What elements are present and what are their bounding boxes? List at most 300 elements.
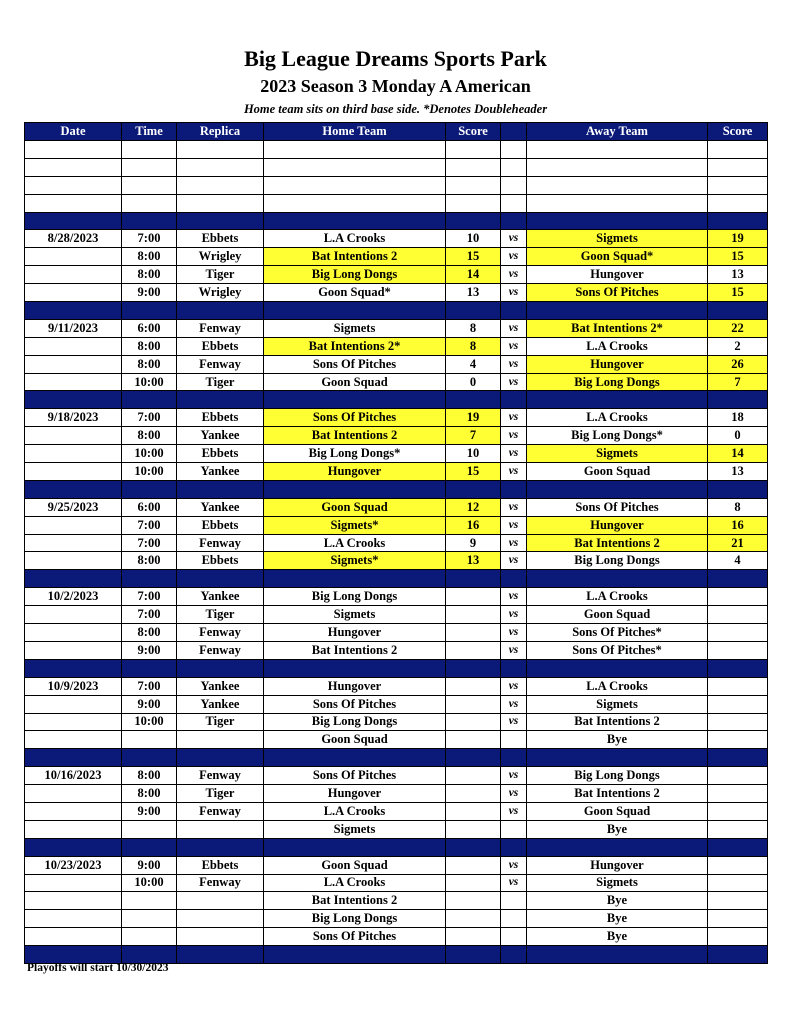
empty-cell — [446, 141, 501, 159]
home-score-cell — [446, 910, 501, 928]
away-score-cell: 13 — [708, 266, 768, 284]
separator-cell — [177, 946, 264, 964]
replica-cell: Yankee — [177, 588, 264, 606]
home-team-cell: Hungover — [264, 785, 446, 803]
away-team-cell: Sons Of Pitches* — [527, 624, 708, 642]
time-cell: 8:00 — [122, 552, 177, 570]
date-cell — [25, 695, 122, 713]
separator-cell — [501, 302, 527, 320]
separator-cell — [446, 570, 501, 588]
week-separator-row — [25, 302, 768, 320]
game-row — [25, 534, 768, 552]
replica-cell: Fenway — [177, 355, 264, 373]
time-cell: 7:00 — [122, 230, 177, 248]
home-score-cell — [446, 641, 501, 659]
time-cell: 8:00 — [122, 427, 177, 445]
replica-cell: Ebbets — [177, 409, 264, 427]
time-cell: 10:00 — [122, 713, 177, 731]
replica-cell: Ebbets — [177, 516, 264, 534]
separator-cell — [177, 749, 264, 767]
date-cell — [25, 892, 122, 910]
game-row — [25, 928, 768, 946]
time-cell: 8:00 — [122, 624, 177, 642]
separator-cell — [446, 749, 501, 767]
separator-cell — [501, 838, 527, 856]
time-cell — [122, 910, 177, 928]
away-score-cell: 14 — [708, 445, 768, 463]
home-team-cell: Goon Squad — [264, 856, 446, 874]
game-row — [25, 337, 768, 355]
home-team-cell: Sons Of Pitches — [264, 767, 446, 785]
away-score-cell — [708, 641, 768, 659]
game-row — [25, 463, 768, 481]
away-score-cell: 2 — [708, 337, 768, 355]
replica-cell — [177, 892, 264, 910]
separator-cell — [25, 838, 122, 856]
date-cell — [25, 713, 122, 731]
separator-cell — [446, 838, 501, 856]
away-score-cell: 16 — [708, 516, 768, 534]
away-team-cell: Goon Squad — [527, 802, 708, 820]
home-team-cell: Bat Intentions 2* — [264, 337, 446, 355]
replica-cell: Fenway — [177, 641, 264, 659]
vs-cell: vs — [501, 409, 527, 427]
separator-cell — [708, 302, 768, 320]
vs-cell: vs — [501, 427, 527, 445]
replica-cell: Ebbets — [177, 856, 264, 874]
replica-cell: Ebbets — [177, 445, 264, 463]
away-team-cell: Sons Of Pitches — [527, 284, 708, 302]
time-cell: 7:00 — [122, 677, 177, 695]
away-team-cell: Big Long Dongs* — [527, 427, 708, 445]
separator-cell — [708, 391, 768, 409]
separator-cell — [264, 749, 446, 767]
home-score-cell — [446, 928, 501, 946]
away-score-cell — [708, 910, 768, 928]
separator-cell — [527, 391, 708, 409]
away-score-cell: 13 — [708, 463, 768, 481]
empty-cell — [446, 176, 501, 194]
time-cell: 7:00 — [122, 534, 177, 552]
vs-cell — [501, 820, 527, 838]
separator-cell — [264, 391, 446, 409]
home-score-cell — [446, 713, 501, 731]
replica-cell: Fenway — [177, 624, 264, 642]
separator-cell — [264, 659, 446, 677]
game-row — [25, 409, 768, 427]
date-cell: 10/16/2023 — [25, 767, 122, 785]
away-team-cell: Bye — [527, 910, 708, 928]
separator-cell — [25, 302, 122, 320]
vs-cell: vs — [501, 319, 527, 337]
date-cell — [25, 373, 122, 391]
replica-cell: Fenway — [177, 319, 264, 337]
game-row — [25, 498, 768, 516]
home-score-cell: 4 — [446, 355, 501, 373]
replica-cell — [177, 910, 264, 928]
date-cell — [25, 516, 122, 534]
home-score-cell: 16 — [446, 516, 501, 534]
replica-cell: Yankee — [177, 498, 264, 516]
date-cell — [25, 463, 122, 481]
time-cell: 6:00 — [122, 498, 177, 516]
vs-cell: vs — [501, 874, 527, 892]
empty-cell — [708, 141, 768, 159]
vs-cell: vs — [501, 785, 527, 803]
home-team-cell: Bat Intentions 2 — [264, 248, 446, 266]
separator-cell — [501, 212, 527, 230]
home-team-cell: L.A Crooks — [264, 874, 446, 892]
home-score-cell — [446, 677, 501, 695]
replica-cell: Yankee — [177, 695, 264, 713]
date-cell — [25, 248, 122, 266]
replica-cell: Tiger — [177, 373, 264, 391]
home-score-cell — [446, 695, 501, 713]
time-cell: 8:00 — [122, 337, 177, 355]
separator-cell — [177, 659, 264, 677]
home-score-cell: 19 — [446, 409, 501, 427]
vs-cell: vs — [501, 463, 527, 481]
empty-cell — [264, 158, 446, 176]
away-score-cell — [708, 731, 768, 749]
time-cell — [122, 928, 177, 946]
game-row — [25, 641, 768, 659]
home-team-cell: Hungover — [264, 463, 446, 481]
empty-cell — [446, 194, 501, 212]
separator-cell — [527, 749, 708, 767]
date-cell — [25, 337, 122, 355]
away-team-cell: Big Long Dongs — [527, 767, 708, 785]
home-score-cell — [446, 785, 501, 803]
empty-cell — [122, 141, 177, 159]
separator-cell — [501, 570, 527, 588]
away-score-cell: 19 — [708, 230, 768, 248]
home-score-cell — [446, 731, 501, 749]
replica-cell: Yankee — [177, 677, 264, 695]
vs-cell: vs — [501, 624, 527, 642]
separator-cell — [122, 570, 177, 588]
home-team-cell: Big Long Dongs — [264, 266, 446, 284]
week-separator-row — [25, 480, 768, 498]
date-cell — [25, 355, 122, 373]
separator-cell — [264, 838, 446, 856]
game-row — [25, 713, 768, 731]
home-team-cell: Goon Squad — [264, 373, 446, 391]
away-team-cell: L.A Crooks — [527, 337, 708, 355]
away-team-cell: Bye — [527, 731, 708, 749]
date-cell: 10/23/2023 — [25, 856, 122, 874]
home-score-cell — [446, 856, 501, 874]
replica-cell: Tiger — [177, 785, 264, 803]
empty-row — [25, 141, 768, 159]
away-team-cell: Big Long Dongs — [527, 373, 708, 391]
separator-cell — [25, 749, 122, 767]
separator-cell — [446, 302, 501, 320]
away-score-cell — [708, 767, 768, 785]
time-cell: 8:00 — [122, 767, 177, 785]
date-cell — [25, 284, 122, 302]
game-row — [25, 427, 768, 445]
away-score-cell — [708, 677, 768, 695]
game-row — [25, 767, 768, 785]
away-team-cell: Sons Of Pitches — [527, 498, 708, 516]
home-team-cell: Hungover — [264, 677, 446, 695]
away-score-cell: 26 — [708, 355, 768, 373]
vs-cell: vs — [501, 498, 527, 516]
home-team-cell: Hungover — [264, 624, 446, 642]
game-row — [25, 624, 768, 642]
home-team-cell: Big Long Dongs — [264, 713, 446, 731]
empty-cell — [264, 141, 446, 159]
empty-cell — [264, 176, 446, 194]
home-score-cell — [446, 820, 501, 838]
empty-row — [25, 158, 768, 176]
home-team-cell: Sigmets — [264, 319, 446, 337]
home-score-cell: 9 — [446, 534, 501, 552]
game-row — [25, 284, 768, 302]
time-cell: 9:00 — [122, 284, 177, 302]
game-row — [25, 516, 768, 534]
time-cell: 7:00 — [122, 409, 177, 427]
separator-cell — [25, 946, 122, 964]
time-cell: 9:00 — [122, 802, 177, 820]
game-row — [25, 266, 768, 284]
home-team-cell: Sigmets* — [264, 552, 446, 570]
away-score-cell — [708, 695, 768, 713]
separator-cell — [177, 302, 264, 320]
date-cell — [25, 874, 122, 892]
col-header-away-score: Score — [708, 123, 768, 141]
vs-cell: vs — [501, 606, 527, 624]
game-row — [25, 445, 768, 463]
away-score-cell — [708, 856, 768, 874]
empty-cell — [122, 194, 177, 212]
replica-cell: Fenway — [177, 874, 264, 892]
time-cell: 9:00 — [122, 695, 177, 713]
date-cell: 10/2/2023 — [25, 588, 122, 606]
empty-cell — [501, 176, 527, 194]
date-cell — [25, 552, 122, 570]
replica-cell: Yankee — [177, 427, 264, 445]
empty-cell — [25, 176, 122, 194]
home-team-cell: Sons Of Pitches — [264, 409, 446, 427]
away-team-cell: Hungover — [527, 516, 708, 534]
vs-cell — [501, 928, 527, 946]
away-team-cell: Bat Intentions 2 — [527, 785, 708, 803]
away-team-cell: Goon Squad* — [527, 248, 708, 266]
replica-cell: Ebbets — [177, 337, 264, 355]
date-cell — [25, 910, 122, 928]
empty-cell — [122, 158, 177, 176]
schedule-body — [25, 141, 768, 964]
separator-cell — [177, 838, 264, 856]
away-team-cell: Bye — [527, 892, 708, 910]
separator-cell — [446, 480, 501, 498]
away-team-cell: Sigmets — [527, 695, 708, 713]
away-score-cell — [708, 606, 768, 624]
away-score-cell — [708, 820, 768, 838]
col-header-away-team: Away Team — [527, 123, 708, 141]
home-team-cell: Big Long Dongs — [264, 588, 446, 606]
separator-cell — [264, 480, 446, 498]
time-cell: 10:00 — [122, 463, 177, 481]
vs-cell: vs — [501, 641, 527, 659]
table-header-row — [25, 123, 768, 141]
empty-cell — [501, 158, 527, 176]
away-team-cell: Goon Squad — [527, 606, 708, 624]
empty-cell — [264, 194, 446, 212]
replica-cell: Ebbets — [177, 230, 264, 248]
away-score-cell: 15 — [708, 248, 768, 266]
away-score-cell: 4 — [708, 552, 768, 570]
empty-cell — [25, 158, 122, 176]
date-cell — [25, 624, 122, 642]
separator-cell — [25, 480, 122, 498]
time-cell: 8:00 — [122, 355, 177, 373]
vs-cell: vs — [501, 516, 527, 534]
separator-cell — [122, 480, 177, 498]
empty-cell — [527, 158, 708, 176]
game-row — [25, 373, 768, 391]
replica-cell: Fenway — [177, 802, 264, 820]
empty-cell — [177, 194, 264, 212]
home-score-cell: 10 — [446, 445, 501, 463]
away-score-cell — [708, 713, 768, 731]
home-score-cell — [446, 767, 501, 785]
game-row — [25, 606, 768, 624]
separator-cell — [122, 212, 177, 230]
home-team-cell: Sigmets* — [264, 516, 446, 534]
separator-cell — [527, 838, 708, 856]
time-cell: 8:00 — [122, 248, 177, 266]
vs-cell: vs — [501, 373, 527, 391]
time-cell: 10:00 — [122, 445, 177, 463]
time-cell: 10:00 — [122, 874, 177, 892]
home-team-cell: Goon Squad — [264, 731, 446, 749]
separator-cell — [177, 480, 264, 498]
game-row — [25, 319, 768, 337]
vs-cell: vs — [501, 534, 527, 552]
week-separator-row — [25, 838, 768, 856]
separator-cell — [527, 480, 708, 498]
date-cell — [25, 266, 122, 284]
separator-cell — [527, 946, 708, 964]
away-team-cell: L.A Crooks — [527, 409, 708, 427]
vs-cell: vs — [501, 588, 527, 606]
vs-cell — [501, 892, 527, 910]
game-row — [25, 856, 768, 874]
vs-cell: vs — [501, 713, 527, 731]
replica-cell: Wrigley — [177, 248, 264, 266]
separator-cell — [122, 946, 177, 964]
vs-cell: vs — [501, 337, 527, 355]
col-header-replica: Replica — [177, 123, 264, 141]
vs-cell: vs — [501, 284, 527, 302]
vs-cell: vs — [501, 677, 527, 695]
home-team-cell: L.A Crooks — [264, 802, 446, 820]
away-team-cell: Sons Of Pitches* — [527, 641, 708, 659]
vs-cell: vs — [501, 248, 527, 266]
date-cell — [25, 731, 122, 749]
separator-cell — [122, 391, 177, 409]
replica-cell: Tiger — [177, 266, 264, 284]
away-score-cell — [708, 892, 768, 910]
home-score-cell — [446, 802, 501, 820]
time-cell: 7:00 — [122, 516, 177, 534]
game-row — [25, 910, 768, 928]
replica-cell: Tiger — [177, 606, 264, 624]
separator-cell — [122, 302, 177, 320]
col-header-time: Time — [122, 123, 177, 141]
replica-cell: Yankee — [177, 463, 264, 481]
date-cell: 9/18/2023 — [25, 409, 122, 427]
away-score-cell — [708, 802, 768, 820]
time-cell — [122, 892, 177, 910]
away-team-cell: Sigmets — [527, 445, 708, 463]
empty-cell — [501, 141, 527, 159]
game-row — [25, 820, 768, 838]
game-row — [25, 552, 768, 570]
replica-cell: Fenway — [177, 534, 264, 552]
separator-cell — [708, 659, 768, 677]
separator-cell — [446, 391, 501, 409]
home-score-cell: 15 — [446, 463, 501, 481]
vs-cell: vs — [501, 355, 527, 373]
time-cell: 8:00 — [122, 785, 177, 803]
away-team-cell: Big Long Dongs — [527, 552, 708, 570]
schedule-table — [24, 122, 768, 964]
away-score-cell: 21 — [708, 534, 768, 552]
home-score-cell — [446, 588, 501, 606]
replica-cell: Ebbets — [177, 552, 264, 570]
game-row — [25, 785, 768, 803]
col-header-date: Date — [25, 123, 122, 141]
replica-cell — [177, 820, 264, 838]
week-separator-row — [25, 570, 768, 588]
vs-cell: vs — [501, 856, 527, 874]
empty-cell — [527, 141, 708, 159]
home-team-cell: Goon Squad — [264, 498, 446, 516]
separator-cell — [501, 391, 527, 409]
home-team-cell: Bat Intentions 2 — [264, 892, 446, 910]
home-team-cell: Big Long Dongs* — [264, 445, 446, 463]
empty-cell — [708, 176, 768, 194]
week-separator-row — [25, 212, 768, 230]
replica-cell — [177, 928, 264, 946]
empty-cell — [177, 176, 264, 194]
home-team-cell: Sigmets — [264, 606, 446, 624]
separator-cell — [25, 212, 122, 230]
home-team-cell: Sons Of Pitches — [264, 928, 446, 946]
time-cell: 7:00 — [122, 606, 177, 624]
separator-cell — [708, 946, 768, 964]
separator-cell — [25, 391, 122, 409]
date-cell — [25, 427, 122, 445]
date-cell: 10/9/2023 — [25, 677, 122, 695]
separator-cell — [264, 946, 446, 964]
separator-cell — [122, 749, 177, 767]
date-cell — [25, 445, 122, 463]
home-score-cell: 13 — [446, 284, 501, 302]
home-team-cell: Bat Intentions 2 — [264, 641, 446, 659]
footer-note: Playoffs will start 10/30/2023 — [27, 962, 169, 974]
game-row — [25, 874, 768, 892]
home-score-cell — [446, 606, 501, 624]
home-score-cell: 13 — [446, 552, 501, 570]
date-cell: 9/25/2023 — [25, 498, 122, 516]
away-score-cell: 15 — [708, 284, 768, 302]
page-subtitle: 2023 Season 3 Monday A American — [260, 76, 531, 96]
